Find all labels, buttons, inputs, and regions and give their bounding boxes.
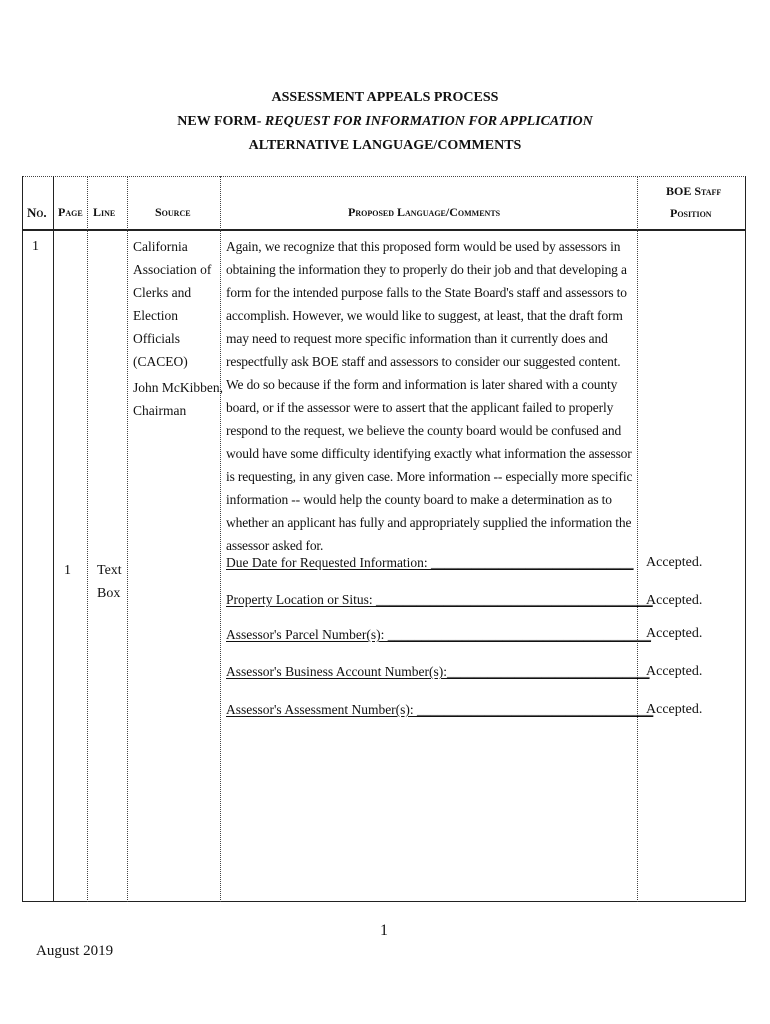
row2-page: 1	[64, 563, 71, 578]
position-parcel-number: Accepted.	[646, 626, 703, 641]
field-business-account: Assessor's Business Account Number(s):______________________________	[226, 664, 650, 679]
table-left-border	[22, 176, 23, 902]
header-page: Page	[58, 205, 83, 219]
row2-line	[97, 559, 127, 605]
row1-no: 1	[32, 239, 39, 254]
footer-date: August 2019	[36, 943, 114, 959]
source-line: Association of	[133, 262, 212, 277]
field-assessment-number: Assessor's Assessment Number(s): ___________________________________	[226, 702, 654, 717]
col-divider-line	[127, 176, 128, 902]
header-proposed: Proposed Language/Comments	[348, 205, 501, 219]
row1-source	[133, 235, 223, 422]
col-divider-page	[87, 176, 88, 902]
header-no: No.	[27, 205, 47, 220]
title-line-2-italic: REQUEST FOR INFORMATION FOR APPLICATION	[264, 114, 593, 129]
header-source: Source	[155, 205, 191, 219]
contact-name: John McKibben,	[133, 380, 223, 395]
title-line-3: ALTERNATIVE LANGUAGE/COMMENTS	[248, 138, 522, 153]
position-property-location: Accepted.	[646, 593, 703, 608]
position-due-date: Accepted.	[646, 555, 703, 570]
source-line: Officials	[133, 331, 180, 346]
contact-title: Chairman	[133, 403, 187, 418]
line-text: Text	[97, 563, 122, 578]
position-business-account: Accepted.	[646, 664, 703, 679]
col-divider-proposed	[637, 176, 638, 902]
page-number: 1	[380, 922, 388, 939]
col-divider-source	[220, 176, 221, 902]
source-line: California	[133, 239, 188, 254]
field-due-date: Due Date for Requested Information: ______________________________	[226, 555, 634, 570]
field-parcel-number: Assessor's Parcel Number(s): _______________________________________	[226, 627, 652, 642]
header-boe-line-1: BOE Staff	[666, 184, 722, 198]
title-line-2-prefix: NEW FORM-	[177, 114, 265, 129]
source-line: Clerks and	[133, 285, 192, 300]
table-right-border	[745, 176, 746, 902]
source-line: Election	[133, 308, 178, 323]
field-property-location: Property Location or Situs: _________________________________________	[226, 592, 653, 607]
title-line-2	[0, 110, 770, 134]
title-line-1: ASSESSMENT APPEALS PROCESS	[271, 90, 499, 105]
source-line: (CACEO)	[133, 354, 188, 369]
row1-comment: Again, we recognize that this proposed form would be used by assessors in obtaining the information they to properly do their job and that developing a form for the intended purpose falls to the State Board's staff and assessors to accomplish. However, we would like to suggest, at least, that the draft form may need to request more specific information than it currently does and respectfully ask BOE staff and assessors to consider our suggested content. We do so because if the form and information is later shared with a county board, or if the assessor were to assert that the applicant failed to properly respond to the request, we believe the county board would be confused and would have some difficulty identifying exactly what information the assessor is requesting, in any given case. More information -- especially more specific information -- would help the county board to make a determination as to whether an applicant has fully and appropriately supplied the information the assessor asked for.	[226, 239, 633, 553]
line-box: Box	[97, 586, 121, 601]
header-line: Line	[93, 205, 116, 219]
position-assessment-number: Accepted.	[646, 702, 703, 717]
col-divider-no	[53, 176, 54, 902]
header-boe-line-2: Position	[670, 206, 712, 220]
document-title	[0, 86, 770, 158]
